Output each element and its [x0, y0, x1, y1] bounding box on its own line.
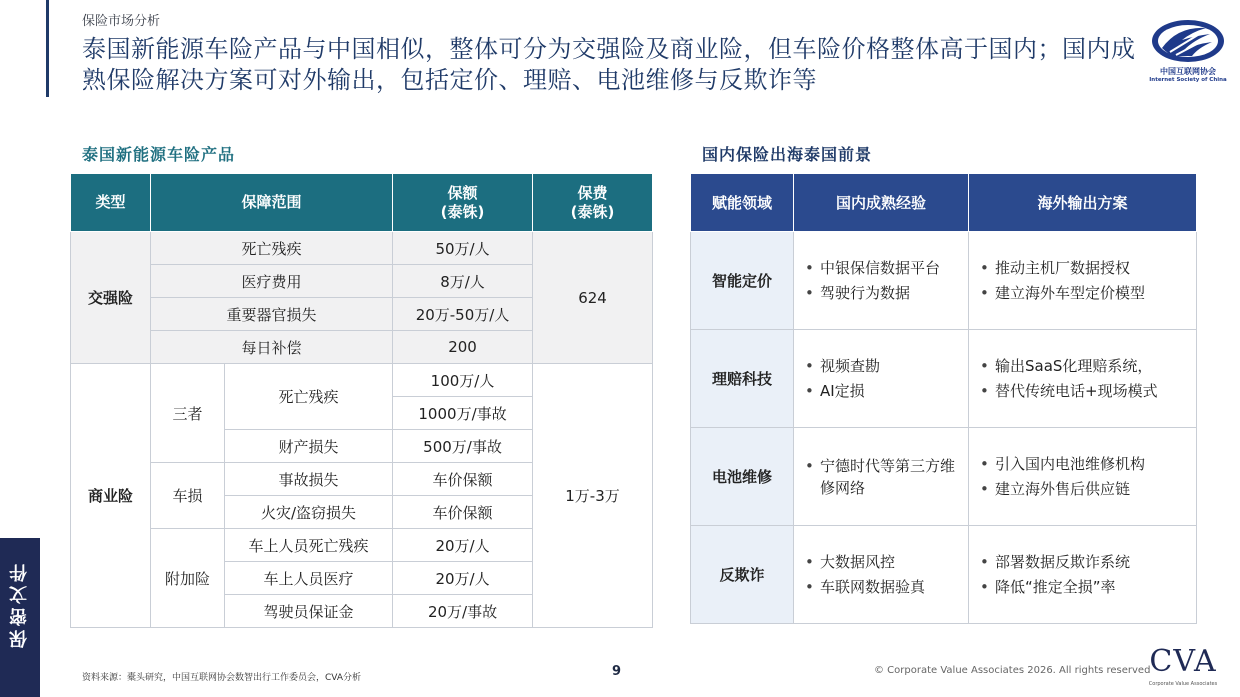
type-commercial: 商业险 — [71, 364, 151, 628]
area-pricing: 智能定价 — [691, 232, 794, 330]
list-item: • 引入国内电池维修机构 — [979, 453, 1190, 475]
col-header-domestic: 国内成熟经验 — [794, 174, 969, 232]
overseas-outlook-table — [690, 173, 1197, 624]
overseas-cell — [969, 526, 1197, 624]
list-item: • 宁德时代等第三方维修网络 — [804, 455, 962, 499]
coverage-cell: 死亡残疾 — [225, 364, 393, 430]
col-header-amount: 保额 (泰铢) — [393, 174, 533, 232]
list-item: • 视频查勘 — [804, 355, 962, 377]
list-item: • AI定损 — [804, 380, 962, 402]
table-row — [691, 330, 1197, 428]
table-row — [691, 428, 1197, 526]
coverage-cell: 每日补偿 — [151, 331, 393, 364]
amount-cell: 20万/人 — [393, 529, 533, 562]
page-title: 泰国新能源车险产品与中国相似，整体可分为交强险及商业险，但车险价格整体高于国内；国内成熟保险解决方案可对外输出，包括定价、理赔、电池维修与反欺诈等 — [82, 35, 1136, 94]
left-panel-title: 泰国新能源车险产品 — [82, 145, 236, 164]
list-item: • 降低“推定全损”率 — [979, 576, 1190, 598]
cva-logo-word: CVA — [1149, 644, 1217, 679]
section-tag: 保险市场分析 — [82, 14, 161, 29]
header-accent-rule — [46, 0, 49, 97]
cva-logo-tagline: Corporate Value Associates — [1148, 681, 1218, 687]
ev-insurance-table — [70, 173, 653, 628]
overseas-cell — [969, 232, 1197, 330]
domestic-cell — [794, 232, 969, 330]
col-header-area: 赋能领域 — [691, 174, 794, 232]
area-antifraud: 反欺诈 — [691, 526, 794, 624]
list-item: • 大数据风控 — [804, 551, 962, 573]
type-compulsory: 交强险 — [71, 232, 151, 364]
coverage-cell: 车上人员医疗 — [225, 562, 393, 595]
group-third-party: 三者 — [151, 364, 225, 463]
list-item: • 替代传统电话+现场模式 — [979, 380, 1190, 402]
coverage-cell: 车上人员死亡残疾 — [225, 529, 393, 562]
area-battery: 电池维修 — [691, 428, 794, 526]
table-row — [691, 526, 1197, 624]
list-item: • 驾驶行为数据 — [804, 282, 962, 304]
col-header-overseas: 海外输出方案 — [969, 174, 1197, 232]
table-header-row — [71, 174, 653, 232]
table-row — [71, 364, 653, 397]
coverage-cell: 重要器官损失 — [151, 298, 393, 331]
premium-commercial: 1万-3万 — [533, 364, 653, 628]
group-vehicle: 车损 — [151, 463, 225, 529]
amount-cell: 50万/人 — [393, 232, 533, 265]
confidential-label: 保密文件 — [9, 560, 30, 648]
coverage-cell: 驾驶员保证金 — [225, 595, 393, 628]
isc-logo-cn: 中国互联网协会 — [1160, 67, 1216, 76]
list-item: • 建立海外售后供应链 — [979, 478, 1190, 500]
list-item: • 建立海外车型定价模型 — [979, 282, 1190, 304]
amount-cell: 8万/人 — [393, 265, 533, 298]
amount-cell: 100万/人 — [393, 364, 533, 397]
list-item: • 车联网数据验真 — [804, 576, 962, 598]
list-item: • 推动主机厂数据授权 — [979, 257, 1190, 279]
col-header-coverage: 保障范围 — [151, 174, 393, 232]
list-item: • 输出SaaS化理赔系统， — [979, 355, 1190, 377]
page-number: 9 — [612, 664, 622, 679]
amount-cell: 20万/人 — [393, 562, 533, 595]
amount-cell: 1000万/事故 — [393, 397, 533, 430]
table-row — [691, 232, 1197, 330]
col-header-type: 类型 — [71, 174, 151, 232]
overseas-cell — [969, 330, 1197, 428]
amount-cell: 20万-50万/人 — [393, 298, 533, 331]
coverage-cell: 火灾/盗窃损失 — [225, 496, 393, 529]
isc-logo-en: Internet Society of China — [1149, 77, 1227, 83]
right-panel-title: 国内保险出海泰国前景 — [702, 145, 873, 164]
isc-logo — [1148, 18, 1228, 92]
cva-logo — [1141, 645, 1225, 690]
amount-cell: 20万/事故 — [393, 595, 533, 628]
domestic-cell — [794, 526, 969, 624]
overseas-cell — [969, 428, 1197, 526]
table-row — [71, 232, 653, 265]
isc-logo-icon — [1148, 18, 1228, 66]
col-header-premium: 保费 (泰铢) — [533, 174, 653, 232]
domestic-cell — [794, 330, 969, 428]
premium-compulsory: 624 — [533, 232, 653, 364]
confidential-badge — [0, 538, 40, 697]
list-item: • 中银保信数据平台 — [804, 257, 962, 279]
amount-cell: 车价保额 — [393, 463, 533, 496]
source-note: 资料来源：橐头研究，中国互联网协会数智出行工作委员会，CVA分析 — [82, 673, 362, 683]
amount-cell: 车价保额 — [393, 496, 533, 529]
coverage-cell: 医疗费用 — [151, 265, 393, 298]
domestic-cell — [794, 428, 969, 526]
coverage-cell: 死亡残疾 — [151, 232, 393, 265]
amount-cell: 200 — [393, 331, 533, 364]
amount-cell: 500万/事故 — [393, 430, 533, 463]
coverage-cell: 事故损失 — [225, 463, 393, 496]
group-addon: 附加险 — [151, 529, 225, 628]
coverage-cell: 财产损失 — [225, 430, 393, 463]
table-header-row — [691, 174, 1197, 232]
copyright-note: © Corporate Value Associates 2026. All rights reserved — [874, 665, 1151, 676]
area-claims: 理赔科技 — [691, 330, 794, 428]
list-item: • 部署数据反欺诈系统 — [979, 551, 1190, 573]
